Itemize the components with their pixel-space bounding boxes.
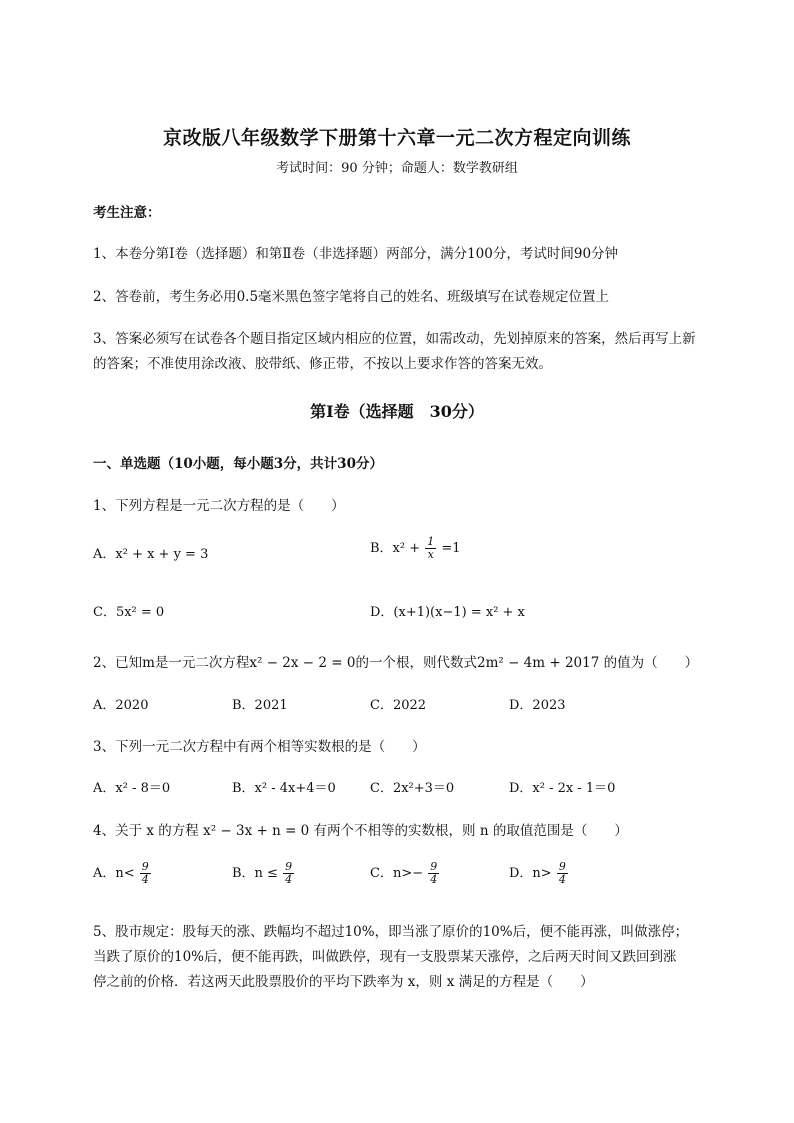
option-c-prefix: C．n>− bbox=[370, 866, 424, 881]
fraction-denominator: 4 bbox=[430, 873, 438, 886]
option-a-prefix: A．n< bbox=[93, 866, 135, 881]
fraction bbox=[557, 861, 568, 886]
fraction-denominator: 4 bbox=[558, 873, 566, 886]
question-1-option-c: C．5x² = 0 bbox=[93, 605, 165, 620]
question-3-option-d: D．x² - 2x - 1＝0 bbox=[509, 781, 616, 796]
fraction bbox=[428, 861, 439, 886]
fraction bbox=[425, 536, 436, 561]
notes-heading: 考生注意： bbox=[93, 205, 161, 221]
question-4-stem: 4、关于 x 的方程 x² − 3x + n = 0 有两个不相等的实数根，则 n 的取值范围是（ ） bbox=[93, 823, 628, 839]
fraction-numerator: 9 bbox=[141, 860, 149, 873]
question-2-stem: 2、已知m是一元二次方程x² − 2x − 2 = 0的一个根，则代数式2m² − 4m + 2017 的值为（ ） bbox=[93, 655, 699, 671]
question-2-option-d: D．2023 bbox=[509, 698, 566, 713]
option-b-prefix: B．x² + bbox=[370, 541, 421, 556]
fraction-numerator: 9 bbox=[285, 860, 293, 873]
note-item: 1、本卷分第Ⅰ卷（选择题）和第Ⅱ卷（非选择题）两部分，满分100分，考试时间90分钟 bbox=[93, 246, 619, 262]
question-4-option-a bbox=[93, 861, 152, 886]
question-4-option-d bbox=[509, 861, 569, 886]
question-3-option-b: B．x² - 4x+4＝0 bbox=[232, 781, 336, 796]
question-5-line: 5、股市规定：股每天的涨、跌幅均不超过10%，即当涨了原价的10%后，便不能再涨，叫做涨停； bbox=[93, 924, 689, 940]
note-item: 的答案；不准使用涂改液、胶带纸、修正带，不按以上要求作答的答案无效。 bbox=[93, 356, 552, 372]
question-1-option-b bbox=[370, 536, 461, 561]
fraction-numerator: 9 bbox=[558, 860, 566, 873]
section-title: 第Ⅰ卷（选择题 30分） bbox=[310, 402, 484, 421]
question-1-stem: 1、下列方程是一元二次方程的是（ ） bbox=[93, 498, 345, 514]
fraction-denominator: 4 bbox=[141, 873, 149, 886]
question-5-line: 停之前的价格．若这两天此股票股价的平均下跌率为 x，则 x 满足的方程是（ ） bbox=[93, 974, 594, 990]
question-1-option-a: A．x² + x + y = 3 bbox=[93, 547, 209, 562]
fraction-denominator: 4 bbox=[285, 873, 293, 886]
question-2-option-b: B．2021 bbox=[232, 698, 288, 713]
page-title: 京改版八年级数学下册第十六章一元二次方程定向训练 bbox=[162, 127, 631, 149]
question-2-option-a: A．2020 bbox=[93, 698, 149, 713]
note-item: 3、答案必须写在试卷各个题目指定区域内相应的位置，如需改动，先划掉原来的答案，然后再写上新 bbox=[93, 331, 696, 347]
part-heading: 一、单选题（10小题，每小题3分，共计30分） bbox=[93, 456, 383, 472]
question-1-option-d: D．(x+1)(x−1) = x² + x bbox=[370, 605, 525, 620]
fraction-numerator: 9 bbox=[430, 860, 438, 873]
question-2-option-c: C．2022 bbox=[370, 698, 427, 713]
fraction-denominator: x bbox=[427, 548, 434, 561]
question-3-stem: 3、下列一元二次方程中有两个相等实数根的是（ ） bbox=[93, 739, 426, 755]
fraction-numerator: 1 bbox=[427, 535, 435, 548]
option-d-prefix: D．n> bbox=[509, 866, 552, 881]
option-b-prefix: B．n ≤ bbox=[232, 866, 278, 881]
question-3-option-a: A．x² - 8＝0 bbox=[93, 781, 171, 796]
fraction bbox=[283, 861, 294, 886]
option-b-suffix: =1 bbox=[441, 541, 461, 556]
exam-info: 考试时间：90 分钟；命题人：数学教研组 bbox=[276, 161, 518, 176]
question-4-option-b bbox=[232, 861, 295, 886]
fraction bbox=[140, 861, 151, 886]
question-3-option-c: C．2x²+3＝0 bbox=[370, 781, 455, 796]
question-4-option-c bbox=[370, 861, 440, 886]
note-item: 2、答卷前，考生务必用0.5毫米黑色签字笔将自己的姓名、班级填写在试卷规定位置上 bbox=[93, 289, 610, 305]
question-5-line: 当跌了原价的10%后，便不能再跌，叫做跌停，现有一支股票某天涨停，之后两天时间又跌回到涨 bbox=[93, 949, 677, 965]
